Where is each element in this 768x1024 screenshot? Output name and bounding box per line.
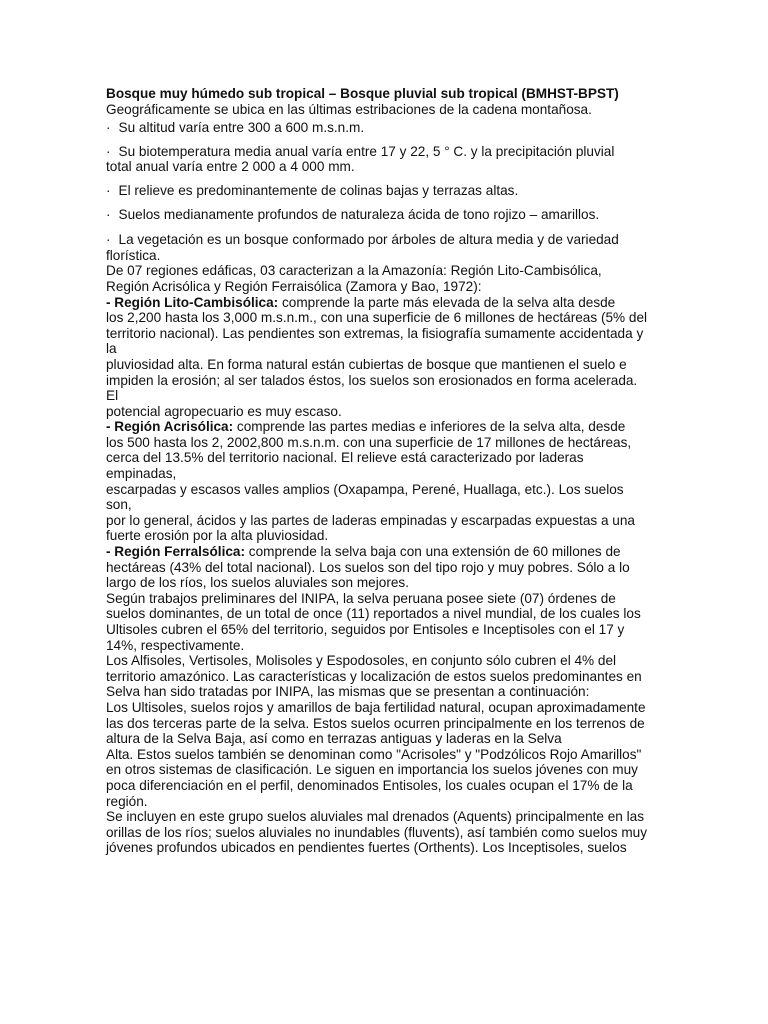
body-line: poca diferenciación en el perfil, denominados Entisoles, los cuales ocupan el 17% de la — [106, 777, 633, 793]
body-line: altura de la Selva Baja, así como en terrazas antiguas y laderas en la Selva — [106, 731, 562, 747]
region-text: comprende la selva baja con una extensión de 60 millones de — [245, 544, 621, 560]
region-lito-cambisolica — [106, 295, 662, 420]
body-line: Selva han sido tratadas por INIPA, las mismas que se presentan a continuación: — [106, 684, 590, 700]
bullet-item — [106, 144, 662, 175]
body-line: Alta. Estos suelos también se denominan como "Acrisoles" y "Podzólicos Rojo Amarillos" — [106, 746, 642, 762]
bullet-text: El relieve es predominantemente de colinas bajas y terrazas altas. — [118, 182, 519, 198]
body-line: orillas de los ríos; suelos aluviales no inundables (fluvents), así también como suelos muy — [106, 824, 647, 840]
paragraph-line: De 07 regiones edáficas, 03 caracterizan a la Amazonía: Región Lito-Cambisólica, — [106, 263, 602, 279]
region-line: los 500 hasta los 2, 2002,800 m.s.n.m. con una superficie de 17 millones de hectáreas, — [106, 434, 632, 450]
bullet-text: Su biotemperatura media anual varía entre 17 y 22, 5 ° C. y la precipitación pluvial — [118, 143, 615, 159]
region-text: comprende las partes medias e inferiores de la selva alta, desde — [233, 419, 626, 435]
region-line: territorio nacional). Las pendientes son extremas, la fisiografía sumamente accidentada y — [106, 325, 644, 341]
body-line: en otros sistemas de clasificación. Le siguen en importancia los suelos jóvenes con muy — [106, 762, 638, 778]
body-line: región. — [106, 793, 148, 809]
region-line: fuerte erosión por la alta pluviosidad. — [106, 528, 329, 544]
region-line: los 2,200 hasta los 3,000 m.s.n.m., con una superficie de 6 millones de hectáreas (5% del — [106, 310, 648, 326]
region-line: por lo general, ácidos y las partes de laderas empinadas y escarpadas expuestas a una — [106, 512, 635, 528]
region-line: hectáreas (43% del total nacional). Los suelos son del tipo rojo y muy pobres. Sólo a lo — [106, 559, 630, 575]
bullet-item — [106, 120, 662, 136]
bullet-dot-icon: · — [106, 206, 111, 222]
region-ferralsolica — [106, 544, 662, 591]
region-heading: - Región Lito-Cambisólica: — [106, 294, 279, 310]
intro-line: Geográficamente se ubica en las últimas estribaciones de la cadena montañosa. — [106, 101, 592, 117]
document-page — [106, 86, 662, 856]
bullet-list — [106, 120, 662, 263]
region-text: comprende la parte más elevada de la selva alta desde — [278, 294, 616, 310]
bullet-text-continued: total anual varía entre 2 000 a 4 000 mm. — [106, 159, 355, 175]
region-line: El — [106, 388, 119, 404]
region-line: cerca del 13.5% del territorio nacional. El relieve está caracterizado por laderas — [106, 450, 584, 466]
bullet-dot-icon: · — [106, 182, 111, 198]
body-line: jóvenes profundos ubicados en pendientes fuertes (Orthents). Los Inceptisoles, suelos — [106, 840, 627, 856]
body-line: Ultisoles cubren el 65% del territorio, seguidos por Entisoles e Inceptisoles con el 17 y — [106, 622, 625, 637]
region-acrisolica — [106, 419, 662, 544]
body-line: territorio amazónico. Las características y localización de estos suelos predominantes en — [106, 668, 642, 684]
bullet-text: Suelos medianamente profundos de naturaleza ácida de tono rojizo – amarillos. — [118, 206, 600, 222]
bullet-dot-icon: · — [106, 232, 111, 248]
region-line: la — [106, 341, 117, 357]
region-line: empinadas, — [106, 466, 177, 482]
body-line: suelos dominantes, de un total de once (11) reportados a nivel mundial, de los cuales los — [106, 606, 641, 622]
region-line: largo de los ríos, los suelos aluviales son mejores. — [106, 575, 409, 591]
region-line: pluviosidad alta. En forma natural están cubiertas de bosque que mantienen el suelo e — [106, 356, 627, 372]
region-heading: - Región Ferralsólica: — [106, 544, 245, 560]
bullet-text: Su altitud varía entre 300 a 600 m.s.n.m. — [118, 120, 365, 136]
region-line: escarpadas y escasos valles amplios (Oxapampa, Perené, Huallaga, etc.). Los suelos — [106, 481, 624, 497]
region-line: impiden la erosión; al ser talados éstos, los suelos son erosionados en forma acelerada. — [106, 372, 638, 388]
bullet-text: La vegetación es un bosque conformado por árboles de altura media y de variedad — [118, 232, 619, 248]
body-line: Se incluyen en este grupo suelos aluviales mal drenados (Aquents) principalmente en las — [106, 809, 645, 825]
bullet-item — [106, 207, 662, 223]
region-line: son, — [106, 497, 132, 513]
bullet-item — [106, 232, 662, 263]
bullet-dot-icon: · — [106, 143, 111, 159]
bullet-dot-icon: · — [106, 120, 111, 136]
body-line: Los Ultisoles, suelos rojos y amarillos de baja fertilidad natural, ocupan aproximadamente — [106, 699, 646, 715]
body-line: las dos terceras parte de la selva. Estos suelos ocurren principalmente en los terrenos de — [106, 715, 645, 731]
body-line: Los Alfisoles, Vertisoles, Molisoles y Espodosoles, en conjunto sólo cubren el 4% del — [106, 653, 617, 669]
paragraph-line: Región Acrisólica y Región Ferraisólica (Zamora y Bao, 1972): — [106, 278, 482, 294]
body-text — [106, 591, 662, 856]
body-line: 14%, respectivamente. — [106, 637, 245, 653]
bullet-item — [106, 183, 662, 199]
bullet-text-continued: florística. — [106, 247, 161, 263]
document-title: Bosque muy húmedo sub tropical – Bosque pluvial sub tropical (BMHST-BPST) — [106, 86, 619, 101]
region-heading: - Región Acrisólica: — [106, 419, 234, 435]
region-line: potencial agropecuario es muy escaso. — [106, 403, 342, 419]
body-line: Según trabajos preliminares del INIPA, la selva peruana posee siete (07) órdenes de — [106, 590, 616, 606]
